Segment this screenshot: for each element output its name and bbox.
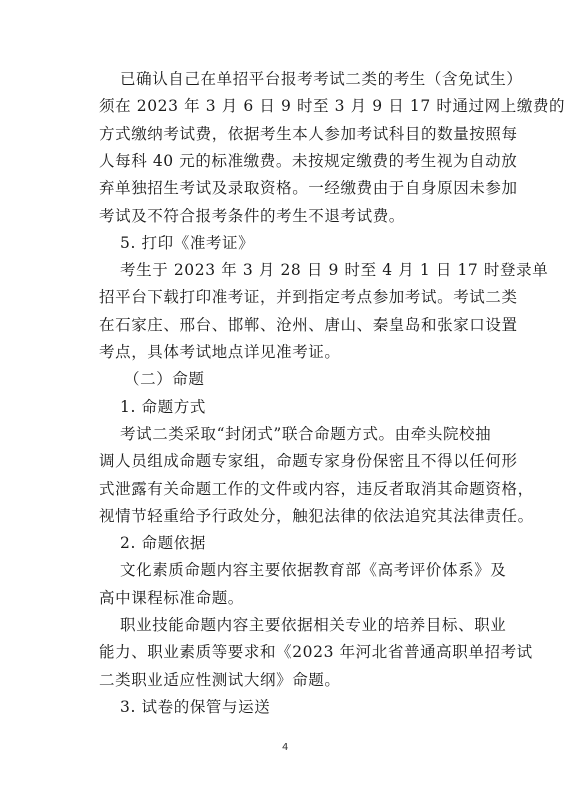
paragraph-line: 考点，具体考试地点详见准考证。 bbox=[99, 343, 341, 361]
paragraph-line: 已确认自己在单招平台报考考试二类的考生（含免试生） bbox=[120, 70, 523, 88]
paragraph-line: 须在 2023 年 3 月 6 日 9 时至 3 月 9 日 17 时通过网上缴费的 bbox=[99, 97, 566, 116]
subsection-heading: 2. 命题依据 bbox=[120, 534, 206, 553]
subsection-heading: 1. 命题方式 bbox=[120, 397, 206, 416]
section-heading: （二）命题 bbox=[124, 370, 205, 389]
section-heading: 5. 打印《准考证》 bbox=[120, 233, 255, 252]
paragraph-line: 人每科 40 元的标准缴费。未按规定缴费的考生视为自动放 bbox=[99, 151, 518, 170]
paragraph-line: 文化素质命题内容主要依据教育部《高考评价体系》及 bbox=[120, 561, 507, 580]
paragraph-line: 考试二类采取“封闭式”联合命题方式。由牵头院校抽 bbox=[120, 424, 492, 443]
paragraph-line: 考生于 2023 年 3 月 28 日 9 时至 4 月 1 日 17 时登录单 bbox=[120, 261, 549, 280]
subsection-heading: 3. 试卷的保管与运送 bbox=[120, 697, 271, 716]
paragraph-line: 高中课程标准命题。 bbox=[99, 588, 244, 607]
paragraph-line: 考试及不符合报考条件的考生不退考试费。 bbox=[99, 206, 405, 225]
paragraph-line: 弃单独招生考试及录取资格。一经缴费由于自身原因未参加 bbox=[99, 179, 518, 198]
paragraph-line: 调人员组成命题专家组，命题专家身份保密且不得以任何形 bbox=[99, 452, 518, 471]
paragraph-line: 能力、职业素质等要求和《2023 年河北省普通高职单招考试 bbox=[99, 643, 533, 662]
paragraph-line: 在石家庄、邢台、邯郸、沧州、唐山、秦皇岛和张家口设置 bbox=[99, 315, 518, 334]
paragraph-line: 式泄露有关命题工作的文件或内容，违反者取消其命题资格， bbox=[99, 479, 534, 498]
paragraph-line: 方式缴纳考试费，依据考生本人参加考试科目的数量按照每 bbox=[99, 124, 518, 143]
paragraph-line: 视情节轻重给予行政处分，触犯法律的依法追究其法律责任。 bbox=[99, 506, 534, 525]
page-number: 4 bbox=[282, 742, 289, 753]
paragraph-line: 职业技能命题内容主要依据相关专业的培养目标、职业 bbox=[120, 616, 507, 634]
paragraph-line: 二类职业适应性测试大纲》命题。 bbox=[99, 670, 341, 689]
paragraph-line: 招平台下载打印准考证，并到指定考点参加考试。考试二类 bbox=[99, 288, 518, 307]
